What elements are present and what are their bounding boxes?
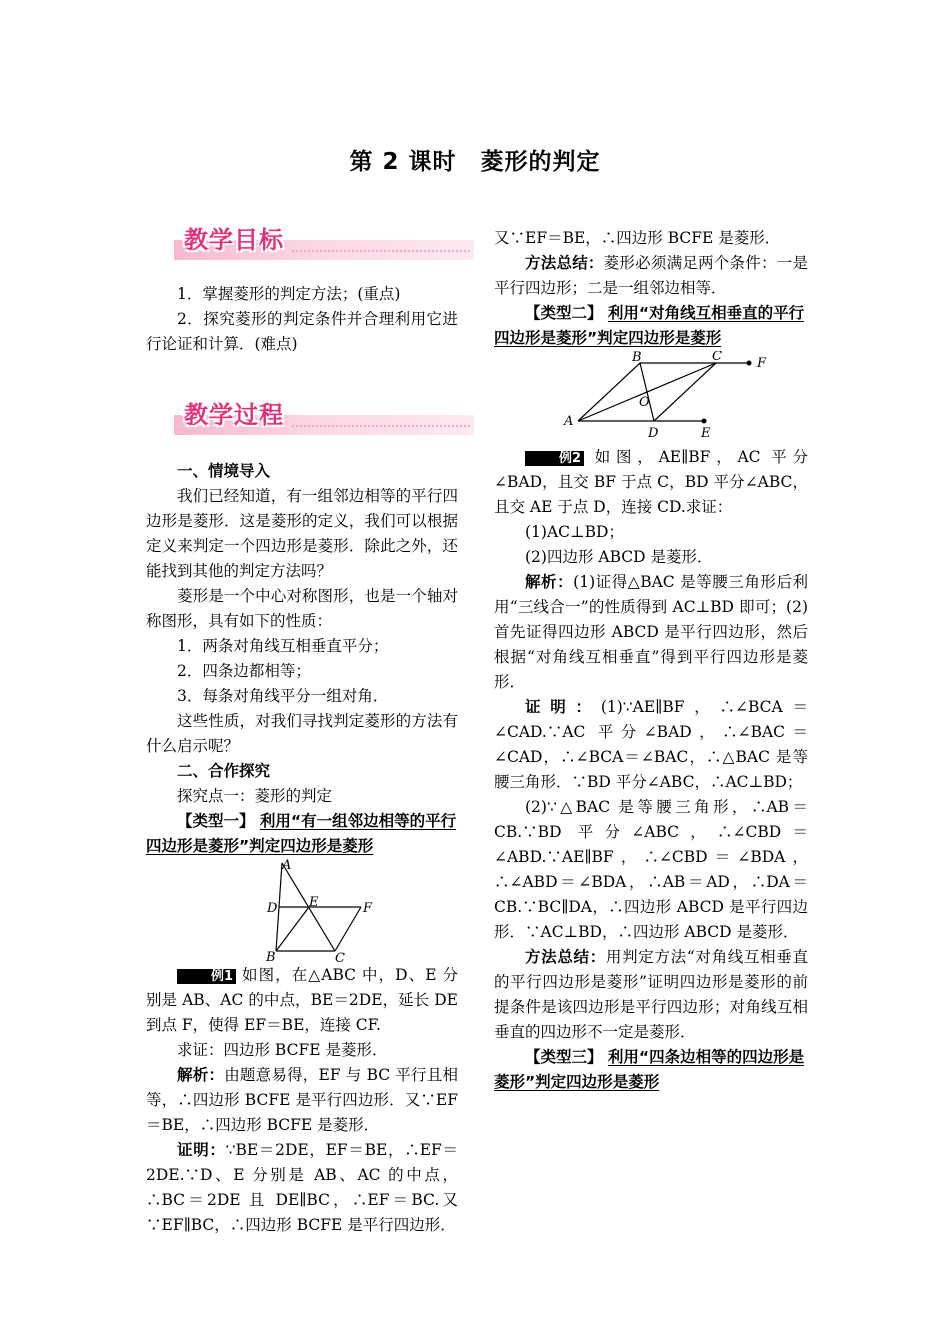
- analysis-text: (1)证得△BAC 是等腰三角形后利用“三线合一”的性质得到 AC⊥BD 即可；(2)首先证得四边形 ABCD 是平行四边形，然后根据“对角线互相垂直”得到平行四边形是菱形．: [494, 573, 808, 691]
- label-o: O: [639, 395, 650, 410]
- property-item: 1．两条对角线互相垂直平分；: [177, 637, 389, 655]
- segment-be: [276, 907, 309, 951]
- analysis-text: 由题意易得，EF 与 BC 平行且相等，∴四边形 BCFE 是平行四边形．又∵EF＝BE，∴四边形 BCFE 是菱形．: [146, 1066, 458, 1134]
- example2-q1: (1)AC⊥BD；: [525, 523, 624, 541]
- type1-heading: [146, 809, 458, 859]
- goal-item: 2．探究菱形的判定条件并合理利用它进行论证和计算．(难点): [146, 310, 458, 353]
- label-e: E: [309, 895, 319, 910]
- summary-text: 用判定方法“对角线互相垂直的平行四边形是菱形”证明四边形是菱形的前提条件是该四边形是平行四边形；对角线互相垂直的四边形不一定是菱形．: [494, 948, 808, 1041]
- example2-q2: (2)四边形 ABCD 是菱形．: [525, 548, 713, 566]
- label-f: F: [757, 356, 767, 371]
- banner-dots: [292, 250, 470, 252]
- type2-text: 利用“对角线互相垂直的平行四边形是菱形”判定四边形是菱形: [494, 304, 805, 347]
- segment-bd: [640, 363, 654, 421]
- proof-label: 证明：: [525, 698, 601, 716]
- right-column: [494, 226, 808, 1095]
- type3-text: 利用“四条边相等的四边形是菱形”判定四边形是菱形: [494, 1048, 805, 1091]
- example2-analysis: [494, 570, 808, 695]
- intro-paragraph: 我们已经知道，有一组邻边相等的平行四边形是菱形．这是菱形的定义，我们可以根据定义来判定一个四边形是菱形．除此之外，还能找到其他的判定方法吗？: [146, 487, 458, 580]
- proof-label: 证明：: [177, 1141, 226, 1159]
- example1-analysis: [146, 1063, 458, 1138]
- type3-tag: 【类型三】: [525, 1048, 603, 1066]
- type1-text: 利用“有一组邻边相等的平行四边形是菱形”判定四边形是菱形: [146, 812, 457, 855]
- intro-paragraph: 菱形是一个中心对称图形，也是一个轴对称图形，具有如下的性质：: [146, 587, 458, 630]
- segment-ab: [578, 363, 640, 421]
- type1-tag: 【类型一】: [177, 812, 255, 830]
- left-column: [146, 226, 458, 1238]
- analysis-label: 解析：: [525, 573, 574, 591]
- summary-label: 方法总结：: [525, 948, 606, 966]
- intro-heading: 一、情境导入: [177, 462, 271, 480]
- figure-rhombus-abcd: [494, 351, 808, 445]
- label-d: D: [267, 901, 278, 916]
- label-c: C: [712, 351, 722, 364]
- example2-text: 如图，AE∥BF，AC 平分∠BAD，且交 BF 于点 C，BD 平分∠ABC，且交 AE 于点 D，连接 CD.求证：: [494, 448, 809, 516]
- proof-text: (1)∵AE∥BF，∴∠BCA＝∠CAD.∵AC 平分∠BAD，∴∠BAC＝∠CAD，∴∠BCA＝∠BAC，∴△BAC 是等腰三角形．∵BD 平分∠ABC，∴AC⊥BD；: [494, 698, 808, 791]
- label-b: B: [632, 351, 642, 365]
- example1-question: [146, 963, 458, 1038]
- goal-item: 1．掌握菱形的判定方法；(重点): [177, 285, 401, 303]
- summary-label: 方法总结：: [525, 254, 604, 272]
- example1-proof-cont: 又∵EF＝BE，∴四边形 BCFE 是菱形．: [494, 229, 781, 247]
- segment-cd: [654, 363, 716, 421]
- figure-triangle-abc: [146, 859, 458, 963]
- label-a: A: [282, 859, 292, 873]
- proof-text: ∵BE＝2DE，EF＝BE，∴EF＝2DE.∵D、E 分别是 AB、AC 的中点，∴BC＝2DE 且 DE∥BC，∴EF＝BC.又∵EF∥BC，∴四边形 BCFE 是平行四边形．: [146, 1141, 458, 1234]
- banner-goals-label: 教学目标: [184, 226, 284, 254]
- example2-question: [494, 445, 808, 520]
- property-item: 2．四条边都相等；: [177, 662, 311, 680]
- example1-summary: [494, 251, 808, 301]
- summary-text: 菱形必须满足两个条件：一是平行四边形；二是一组邻边相等．: [494, 254, 808, 297]
- segment-cf: [335, 907, 361, 951]
- example1-prove: 求证：四边形 BCFE 是菱形．: [177, 1041, 388, 1059]
- label-b: B: [266, 950, 276, 963]
- example1-tag: 例1: [177, 969, 236, 984]
- banner-process-label: 教学过程: [184, 401, 284, 429]
- analysis-label: 解析：: [177, 1066, 225, 1084]
- example1-text: 如图，在△ABC 中，D、E 分别是 AB、AC 的中点，BE＝2DE，延长 DE 到点 F，使得 EF＝BE，连接 CF.: [146, 966, 458, 1034]
- label-e: E: [701, 426, 711, 441]
- example1-proof: [146, 1138, 458, 1238]
- explore-point: 探究点一：菱形的判定: [177, 787, 333, 805]
- banner-process: [174, 401, 474, 447]
- example2-proof2: (2)∵△BAC 是等腰三角形，∴AB＝CB.∵BD 平分∠ABC，∴∠CBD＝∠ABD.∵AE∥BF，∴∠CBD＝∠BDA，∴∠ABD＝∠BDA，∴AB＝AD，∴DA＝CB.∵BC∥DA，∴四边形 ABCD 是平行四边形．∵AC⊥BD，∴四边形 ABCD 是菱形．: [494, 798, 808, 941]
- point-e: [702, 419, 707, 424]
- banner-goals: [174, 226, 474, 272]
- label-c: C: [335, 951, 345, 963]
- banner-dots: [292, 425, 470, 427]
- label-d: D: [648, 426, 659, 441]
- example2-tag: 例2: [525, 451, 584, 466]
- type3-heading: [494, 1045, 808, 1095]
- example2-summary: [494, 945, 808, 1045]
- type2-tag: 【类型二】: [525, 304, 603, 322]
- property-item: 3．每条对角线平分一组对角．: [177, 687, 389, 705]
- point-f: [747, 361, 752, 366]
- explore-heading: 二、合作探究: [177, 762, 271, 780]
- type2-heading: [494, 301, 808, 351]
- example2-proof1: [494, 695, 808, 795]
- label-a: A: [564, 414, 574, 429]
- page-title: 第 2 课时 菱形的判定: [349, 149, 601, 175]
- label-f: F: [363, 901, 373, 916]
- intro-paragraph: 这些性质，对我们寻找判定菱形的方法有什么启示呢？: [146, 712, 458, 755]
